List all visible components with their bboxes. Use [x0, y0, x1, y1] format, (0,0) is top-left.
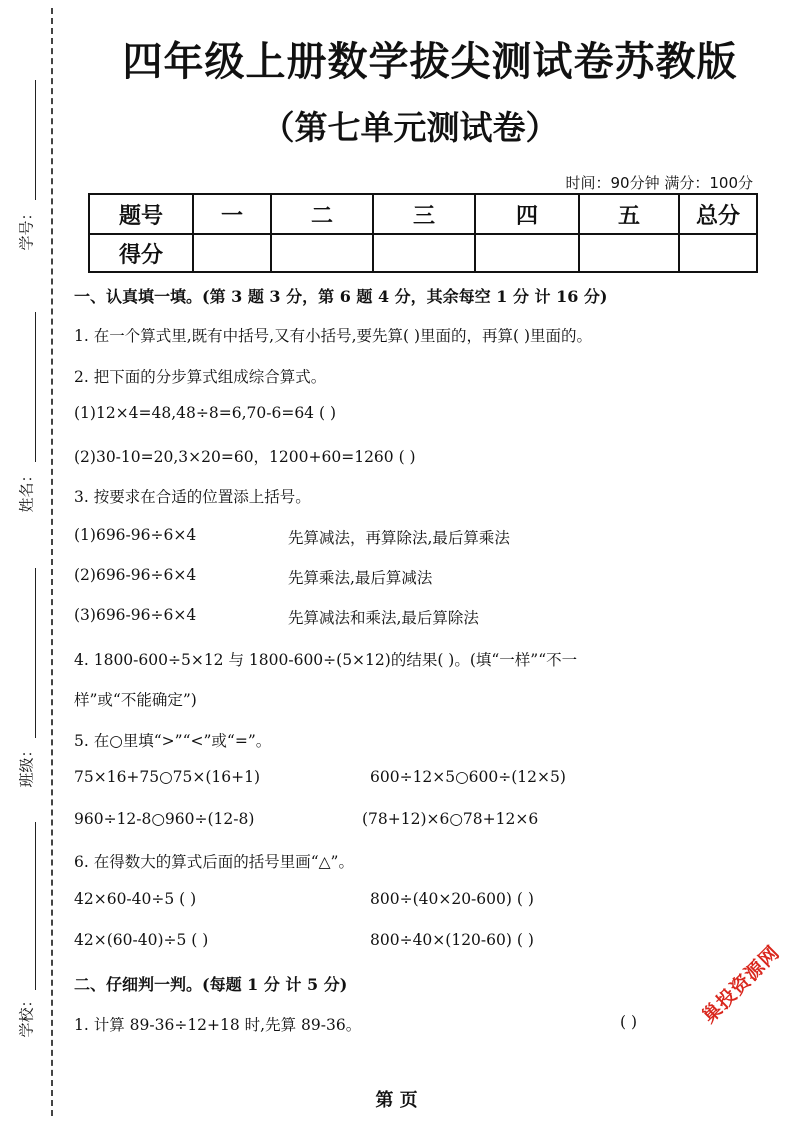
class-line — [35, 568, 36, 738]
student-id-label: 学号： — [17, 205, 36, 251]
score-table-header-row — [89, 194, 757, 234]
section1-heading: 一、认真填一填。(第 3 题 3 分，第 6 题 4 分，其余每空 1 分 计 16 分) — [74, 287, 608, 306]
score-row-label: 得分 — [89, 234, 193, 272]
watermark-stamp: 巢投资源网 — [697, 941, 785, 1028]
question-1-3: 3. 按要求在合适的位置添上括号。 — [74, 488, 311, 506]
page-subtitle: （第七单元测试卷） — [261, 108, 559, 147]
score-header-cell: 题号 — [89, 194, 193, 234]
score-header-cell: 总分 — [679, 194, 757, 234]
question-1-3-expr: (1)696-96÷6×4 — [74, 526, 197, 544]
compare-item: 75×16+75○75×(16+1) — [74, 768, 261, 786]
question-1-3-rule: 先算减法，再算除法,最后算乘法 — [288, 529, 510, 547]
score-header-cell: 三 — [373, 194, 475, 234]
triangle-item: 42×(60-40)÷5 ( ) — [74, 931, 209, 949]
name-line — [35, 312, 36, 462]
question-1-2-1: (1)12×4=48,48÷8=6,70-6=64 ( ) — [74, 404, 336, 422]
school-line — [35, 822, 36, 990]
section2-heading: 二、仔细判一判。(每题 1 分 计 5 分) — [74, 975, 348, 994]
triangle-item: 800÷(40×20-600) ( ) — [370, 890, 534, 908]
score-input-cell[interactable] — [679, 234, 757, 272]
binding-dashed-line — [51, 8, 53, 1116]
class-label: 班级： — [17, 742, 36, 788]
page-footer: 第 页 — [375, 1090, 418, 1111]
score-header-cell: 五 — [579, 194, 679, 234]
compare-item: 960÷12-8○960÷(12-8) — [74, 810, 255, 828]
student-id-line — [35, 80, 36, 200]
question-1-6: 6. 在得数大的算式后面的括号里画“△”。 — [74, 853, 354, 871]
triangle-item: 42×60-40÷5 ( ) — [74, 890, 197, 908]
time-info: 时间：90分钟 满分：100分 — [565, 174, 753, 192]
question-1-3-rule: 先算减法和乘法,最后算除法 — [288, 609, 479, 627]
score-input-cell[interactable] — [271, 234, 373, 272]
question-1-2: 2. 把下面的分步算式组成综合算式。 — [74, 368, 327, 386]
question-1-3-expr: (3)696-96÷6×4 — [74, 606, 197, 624]
compare-item: 600÷12×5○600÷(12×5) — [370, 768, 566, 786]
question-2-1: 1. 计算 89-36÷12+18 时,先算 89-36。 — [74, 1016, 362, 1034]
question-1-5: 5. 在○里填“>”“<”或“=”。 — [74, 732, 272, 750]
school-label: 学校： — [17, 992, 36, 1038]
score-input-cell[interactable] — [475, 234, 579, 272]
score-table-score-row — [89, 234, 757, 272]
score-header-cell: 一 — [193, 194, 271, 234]
score-header-cell: 二 — [271, 194, 373, 234]
score-header-cell: 四 — [475, 194, 579, 234]
judge-paren: ( ) — [620, 1013, 638, 1031]
question-1-3-rule: 先算乘法,最后算减法 — [288, 569, 433, 587]
page-title: 四年级上册数学拔尖测试卷苏教版 — [122, 39, 738, 85]
question-1-4-line1: 4. 1800-600÷5×12 与 1800-600÷(5×12)的结果( )。(填“一样”“不一 — [74, 651, 578, 669]
score-table — [88, 193, 758, 273]
question-1-4-line2: 样”或“不能确定”) — [74, 691, 197, 709]
triangle-item: 800÷40×(120-60) ( ) — [370, 931, 534, 949]
score-input-cell[interactable] — [579, 234, 679, 272]
name-label: 姓名： — [17, 467, 36, 513]
compare-item: (78+12)×6○78+12×6 — [362, 810, 539, 828]
score-input-cell[interactable] — [373, 234, 475, 272]
question-1-2-2: (2)30-10=20,3×20=60，1200+60=1260 ( ) — [74, 448, 416, 466]
question-1-1: 1. 在一个算式里,既有中括号,又有小括号,要先算( )里面的，再算( )里面的。 — [74, 327, 593, 345]
score-input-cell[interactable] — [193, 234, 271, 272]
question-1-3-expr: (2)696-96÷6×4 — [74, 566, 197, 584]
